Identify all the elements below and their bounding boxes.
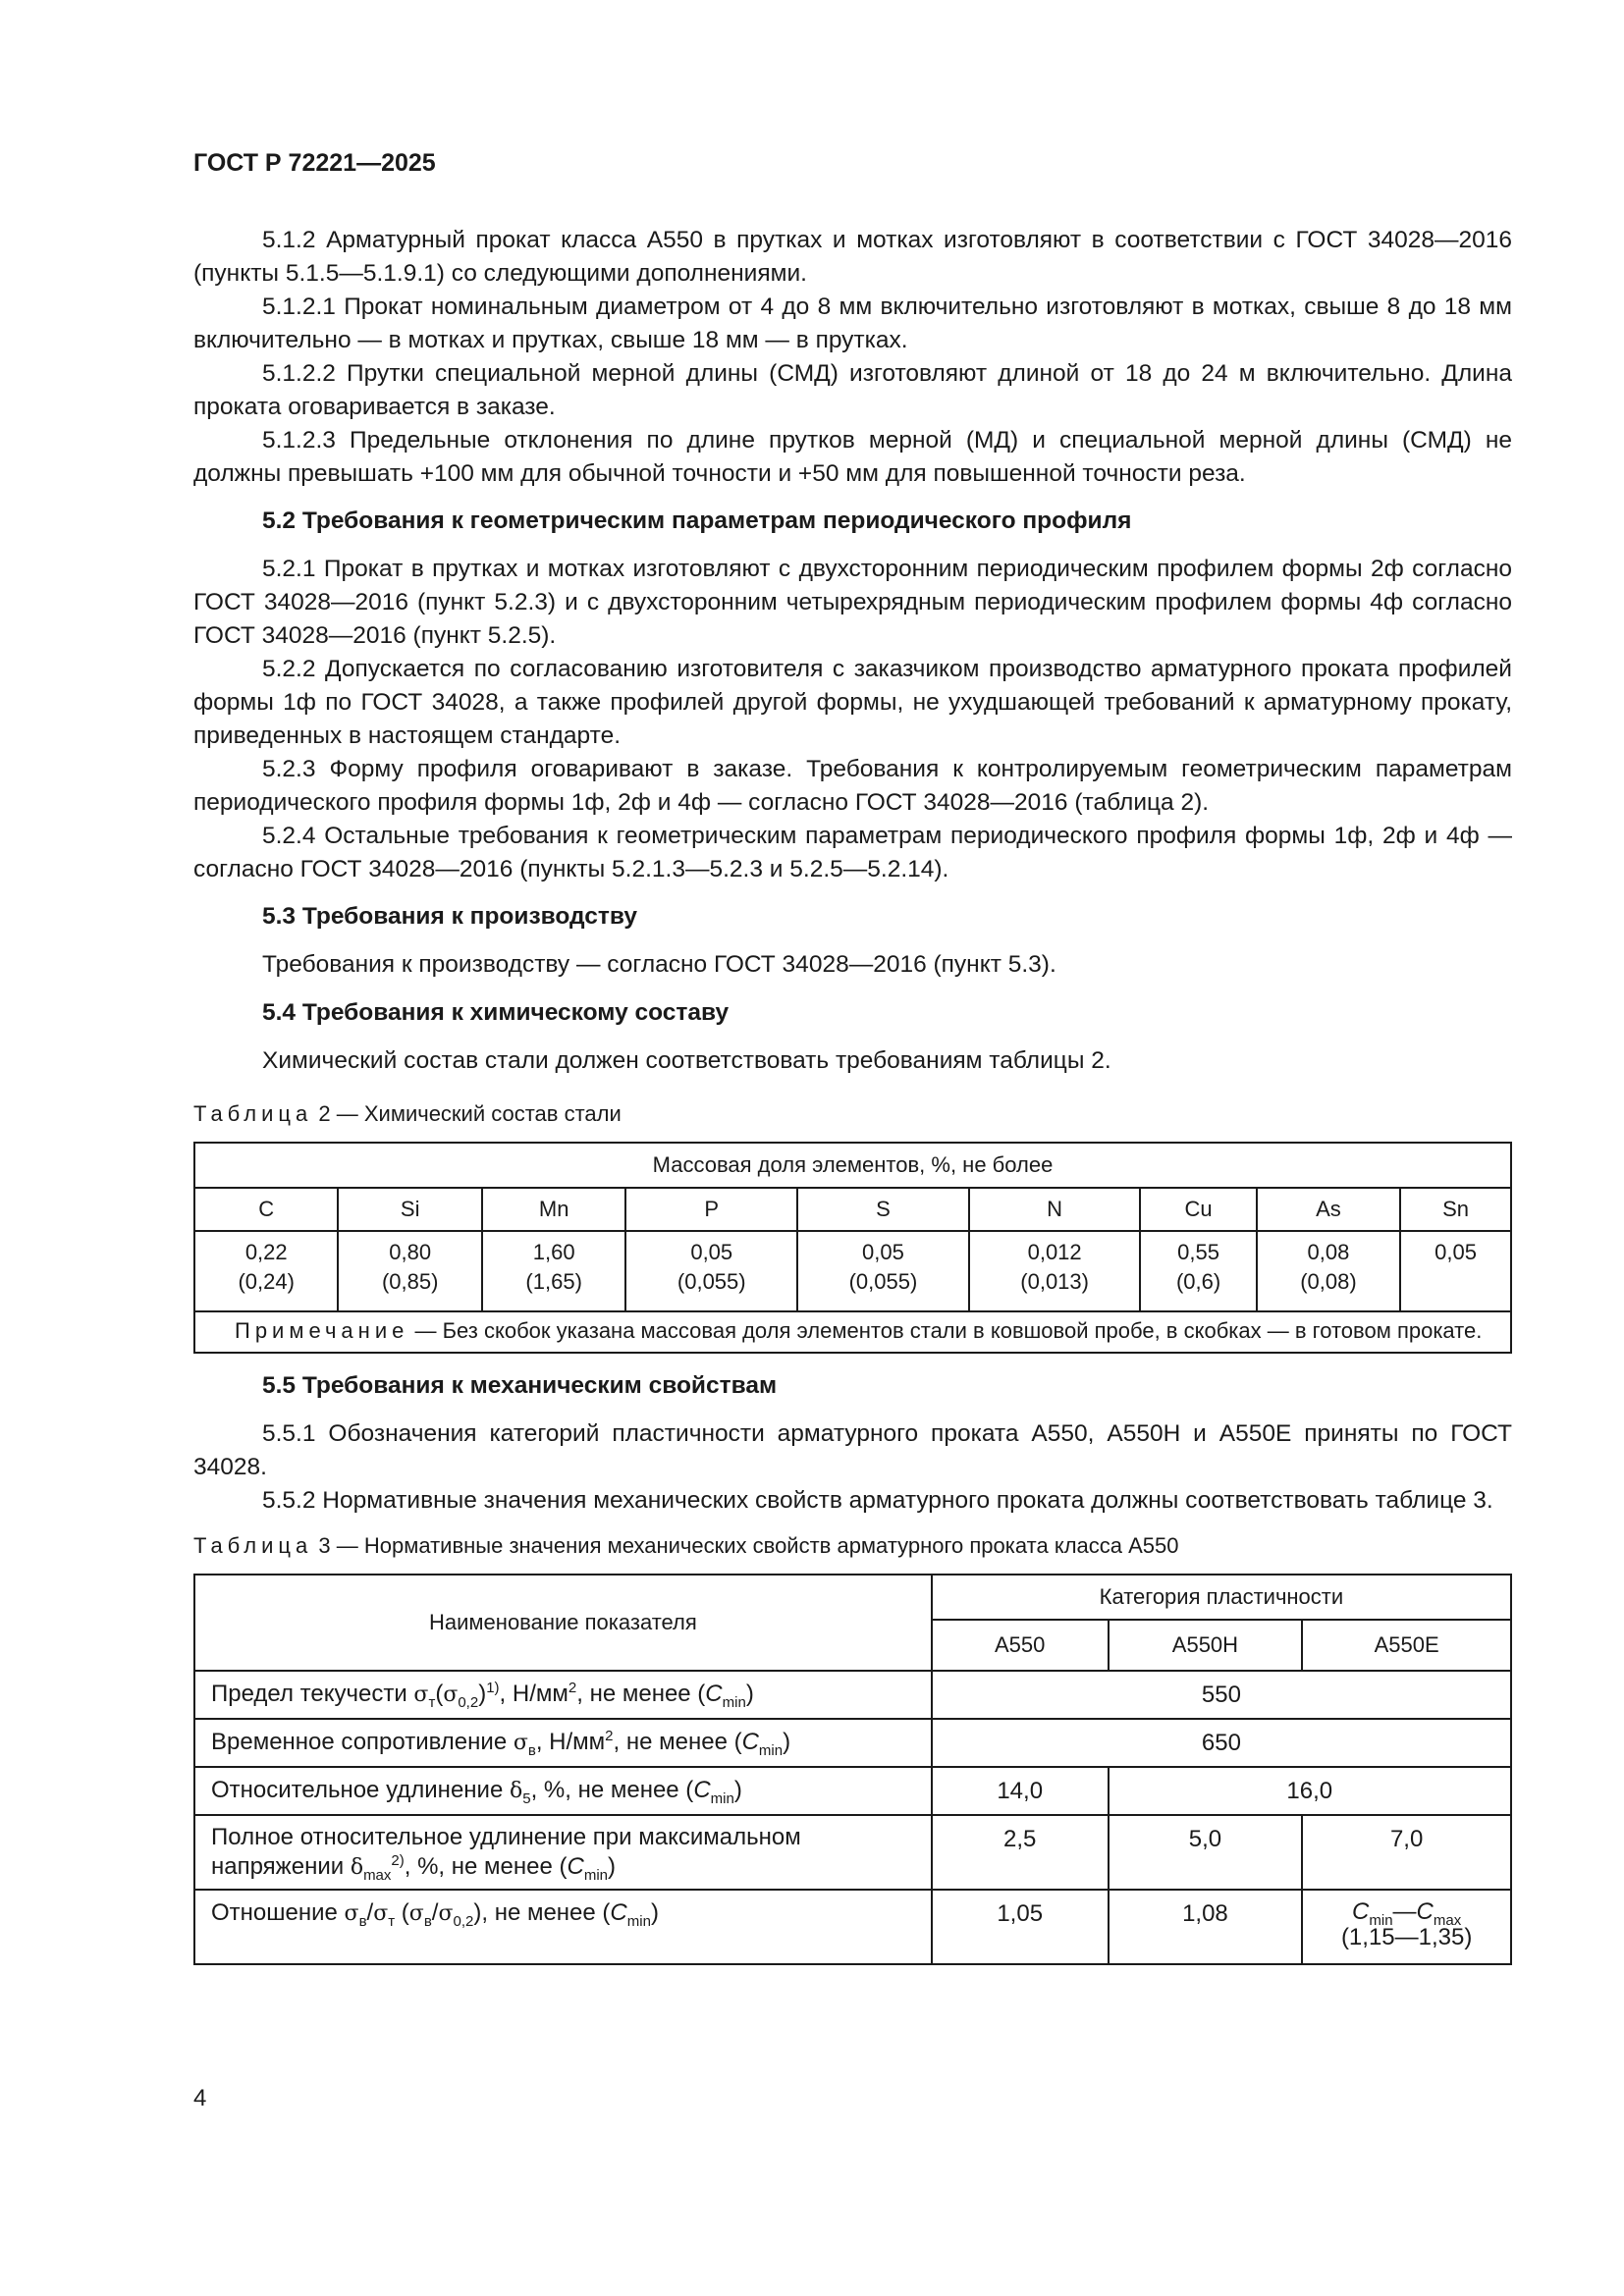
paragraph-5-2-4: 5.2.4 Остальные требования к геометрическим параметрам периодического профиля формы 1ф, 2ф и 4ф — согласно ГОСТ 34028—2016 (пункты 5.2.1.3—5.2.3 и 5.2.5—5.2.14). — [193, 823, 1512, 882]
row-ratio-value-a550: 1,05 — [932, 1890, 1109, 1964]
row-yield-strength-label: Предел текучести $\sigma_т(\sigma_{0,2})^{1)}$, $Н/мм^2$, не менее $(C_{min})$ — [194, 1671, 932, 1719]
note-word: Примечание — [235, 1318, 409, 1343]
row-yield-strength-value: 550 — [932, 1671, 1511, 1719]
value-cell: 0,80 (0,85) — [338, 1231, 481, 1311]
document-header: ГОСТ Р 72221—2025 — [193, 149, 436, 177]
element-cell: Si — [338, 1188, 481, 1231]
table-2-caption — [193, 1097, 1512, 1131]
element-cell: N — [969, 1188, 1141, 1231]
paragraph-5-4: Химический состав стали должен соответствовать требованиям таблицы 2. — [262, 1047, 1111, 1074]
heading-5-2: 5.2 Требования к геометрическим параметрам периодического профиля — [262, 507, 1132, 534]
column-header-name: Наименование показателя — [194, 1575, 932, 1671]
heading-5-4: 5.4 Требования к химическому составу — [262, 999, 730, 1026]
paragraph-5-1-2-3: 5.1.2.3 Предельные отклонения по длине прутков мерной (МД) и специальной мерной длины (СМД) не должны превышать +100 мм для обычной точности и +50 мм для повышенной точности реза. — [193, 427, 1512, 487]
paragraph-5-1-2: 5.1.2 Арматурный прокат класса А550 в прутках и мотках изготовляют в соответствии с ГОСТ 34028—2016 (пункты 5.1.5—5.1.9.1) со следующими дополнениями. — [193, 227, 1512, 287]
row-tensile-strength-value: 650 — [932, 1719, 1511, 1767]
table-2-caption-word: Таблица — [193, 1101, 313, 1126]
table-3-caption — [193, 1529, 1512, 1563]
value-cell: 0,05 (0,055) — [625, 1231, 797, 1311]
paragraph-5-2-1: 5.2.1 Прокат в прутках и мотках изготовляют с двухсторонним периодическим профилем формы 2ф согласно ГОСТ 34028—2016 (пункт 5.2.3) и с двухсторонним четырехрядным периодическим профилем формы 4ф согласно ГОСТ 34028—2016 (пункт 5.2.5). — [193, 556, 1512, 649]
table-3-mechanical-properties — [193, 1574, 1512, 1965]
row-elongation-value-a550h-a550e: 16,0 — [1109, 1767, 1511, 1815]
table-2-header: Массовая доля элементов, %, не более — [194, 1143, 1511, 1188]
table-3-caption-text: 3 — Нормативные значения механических свойств арматурного проката класса А550 — [318, 1533, 1179, 1558]
value-cell: 0,05 (0,055) — [797, 1231, 969, 1311]
value-cell: 0,22 (0,24) — [194, 1231, 338, 1311]
page-number: 4 — [193, 2085, 207, 2111]
row-ratio-label: Отношение $\sigma_в/\sigma_т$ $(\sigma_в/\sigma_{0,2})$, не менее $(C_{min})$ — [194, 1890, 932, 1964]
value-cell: 0,08 (0,08) — [1257, 1231, 1400, 1311]
page-content — [193, 224, 1512, 1965]
table-2-note — [194, 1311, 1511, 1353]
element-cell: Sn — [1400, 1188, 1511, 1231]
element-cell: Cu — [1140, 1188, 1256, 1231]
row-ratio-value-a550e: $C_{min}—C_{max}$ (1,15—1,35) — [1302, 1890, 1511, 1964]
table-2-chemical-composition — [193, 1142, 1512, 1354]
category-header: А550Е — [1302, 1620, 1511, 1671]
value-cell: 0,05 — [1400, 1231, 1511, 1311]
paragraph-5-1-2-1: 5.1.2.1 Прокат номинальным диаметром от 4 до 8 мм включительно изготовляют в мотках, свыше 8 до 18 мм включительно — в мотках и прутках, свыше 18 мм — в прутках. — [193, 294, 1512, 353]
row-tensile-strength-label: Временное сопротивление $\sigma_в$, $Н/мм^2$, не менее $(C_{min})$ — [194, 1719, 932, 1767]
table-3-caption-word: Таблица — [193, 1533, 313, 1558]
element-cell: P — [625, 1188, 797, 1231]
row-total-elongation-value-a550e: 7,0 — [1302, 1815, 1511, 1890]
paragraph-5-5-1: 5.5.1 Обозначения категорий пластичности арматурного проката А550, А550Н и А550Е приняты по ГОСТ 34028. — [193, 1420, 1512, 1480]
note-text: — Без скобок указана массовая доля элементов стали в ковшовой пробе, в скобках — в готовом прокате. — [408, 1318, 1483, 1343]
paragraph-5-2-2: 5.2.2 Допускается по согласованию изготовителя с заказчиком производство арматурного проката профилей формы 1ф по ГОСТ 34028, а также профилей другой формы, не ухудшающей требований к арматурному прокату, приведенных в настоящем стандарте. — [193, 656, 1512, 749]
paragraph-5-5-2: 5.5.2 Нормативные значения механических свойств арматурного проката должны соответствовать таблице 3. — [262, 1487, 1493, 1514]
column-header-group: Категория пластичности — [932, 1575, 1511, 1620]
row-elongation-value-a550: 14,0 — [932, 1767, 1109, 1815]
element-cell: Mn — [482, 1188, 625, 1231]
value-cell: 0,012 (0,013) — [969, 1231, 1141, 1311]
row-total-elongation-value-a550h: 5,0 — [1109, 1815, 1303, 1890]
value-cell: 1,60 (1,65) — [482, 1231, 625, 1311]
category-header: А550Н — [1109, 1620, 1303, 1671]
table-2-caption-text: 2 — Химический состав стали — [318, 1101, 622, 1126]
row-total-elongation-value-a550: 2,5 — [932, 1815, 1109, 1890]
element-cell: S — [797, 1188, 969, 1231]
paragraph-5-3: Требования к производству — согласно ГОСТ 34028—2016 (пункт 5.3). — [262, 951, 1056, 978]
element-cell: As — [1257, 1188, 1400, 1231]
value-cell: 0,55 (0,6) — [1140, 1231, 1256, 1311]
heading-5-5: 5.5 Требования к механическим свойствам — [262, 1372, 778, 1399]
row-elongation-label: Относительное удлинение $\delta_5$, %, не менее $(C_{min})$ — [194, 1767, 932, 1815]
paragraph-5-1-2-2: 5.1.2.2 Прутки специальной мерной длины (СМД) изготовляют длиной от 18 до 24 м включительно. Длина проката оговаривается в заказе. — [193, 360, 1512, 420]
element-cell: C — [194, 1188, 338, 1231]
heading-5-3: 5.3 Требования к производству — [262, 903, 637, 930]
category-header: А550 — [932, 1620, 1109, 1671]
paragraph-5-2-3: 5.2.3 Форму профиля оговаривают в заказе. Требования к контролируемым геометрическим параметрам периодического профиля формы 1ф, 2ф и 4ф — согласно ГОСТ 34028—2016 (таблица 2). — [193, 756, 1512, 816]
row-total-elongation-label: Полное относительное удлинение при максимальном напряжении $\delta_{max}^{2)}$, %, не менее $(C_{min})$ — [194, 1815, 932, 1890]
row-ratio-value-a550h: 1,08 — [1109, 1890, 1303, 1964]
